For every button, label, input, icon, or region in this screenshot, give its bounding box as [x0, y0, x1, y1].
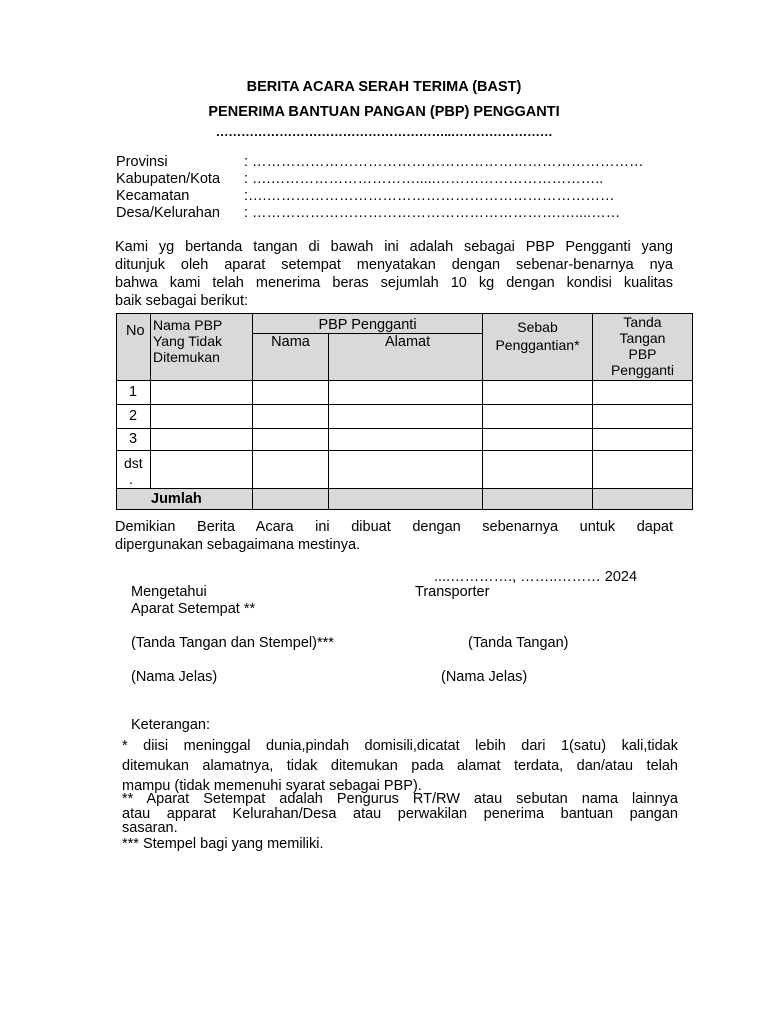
header-nama-pbp-line: Nama PBP — [153, 317, 223, 333]
table-row — [117, 451, 693, 489]
header-tanda-tangan — [593, 314, 693, 381]
intro-line: bahwa kami telah menerima beras sejumlah 10 kg dengan kondisi kualitas — [115, 275, 673, 291]
header-ttd-line: Tanda — [623, 314, 662, 330]
intro-line: baik sebagai berikut: — [115, 293, 248, 309]
note-3: *** Stempel bagi yang memiliki. — [122, 836, 324, 852]
note-1 — [122, 737, 678, 795]
table-row — [117, 429, 693, 451]
table-cell[interactable] — [151, 429, 253, 451]
field-value-provinsi: : ……………………………………………………………………… — [244, 154, 644, 170]
row-number: 3 — [117, 429, 151, 451]
table-total-row — [117, 489, 693, 510]
field-value-desa: : ……………………………………………………….…....…… — [244, 205, 621, 221]
field-label-desa: Desa/Kelurahan — [116, 205, 220, 221]
note-line: atau apparat Kelurahan/Desa atau perwakilan penerima bantuan pangan — [122, 806, 678, 822]
table-cell[interactable] — [329, 451, 483, 489]
sig-left-title: Mengetahui — [131, 584, 207, 600]
table-cell[interactable] — [483, 451, 593, 489]
header-nama: Nama — [253, 334, 329, 381]
table-cell[interactable] — [151, 405, 253, 429]
table-cell[interactable] — [483, 381, 593, 405]
header-no: No — [117, 314, 151, 381]
table-cell[interactable] — [151, 381, 253, 405]
closing-line: dipergunakan sebagaimana mestinya. — [115, 537, 361, 553]
sig-right-title: Transporter — [415, 584, 490, 600]
header-sebab-line: Penggantian* — [495, 337, 580, 353]
header-sebab-line: Sebab — [517, 319, 558, 335]
header-nama-pbp-line: Ditemukan — [153, 349, 220, 365]
note-line: mampu (tidak memenuhi syarat sebagai PBP). — [122, 778, 422, 794]
table-cell[interactable] — [253, 451, 329, 489]
field-label-kabupaten: Kabupaten/Kota — [116, 171, 221, 187]
table-cell[interactable] — [253, 381, 329, 405]
table-cell[interactable] — [593, 489, 693, 510]
closing-line: Demikian Berita Acara ini dibuat dengan sebenarnya untuk dapat — [115, 519, 673, 535]
intro-paragraph — [115, 238, 673, 310]
header-sebab — [483, 314, 593, 381]
table-cell[interactable] — [253, 489, 329, 510]
table-cell[interactable] — [593, 429, 693, 451]
closing-paragraph — [115, 518, 673, 554]
sig-right-sign: (Tanda Tangan) — [468, 635, 569, 651]
table-cell[interactable] — [151, 451, 253, 489]
table-row — [117, 381, 693, 405]
sig-right-name: (Nama Jelas) — [441, 669, 528, 685]
note-line: ditemukan alamatnya, tidak ditemukan pada alamat terdata, dan/atau telah — [122, 758, 678, 774]
table-cell[interactable] — [483, 405, 593, 429]
field-value-kecamatan: :….……………………………………………………………… — [244, 188, 615, 204]
doc-title-line2: PENERIMA BANTUAN PANGAN (PBP) PENGGANTI — [208, 104, 560, 120]
row-number — [117, 451, 151, 489]
signature-date: ....…………., ……..……… 2024 — [434, 569, 638, 585]
table-cell[interactable] — [329, 381, 483, 405]
note-line: ** Aparat Setempat adalah Pengurus RT/RW atau sebutan nama lainnya — [122, 791, 678, 807]
header-nama-pbp — [151, 314, 253, 381]
table-cell[interactable] — [593, 381, 693, 405]
note-line: sasaran. — [122, 820, 178, 836]
row-number: 2 — [117, 405, 151, 429]
table-row — [117, 405, 693, 429]
sig-left-sign: (Tanda Tangan dan Stempel)*** — [131, 635, 334, 651]
table-cell[interactable] — [329, 405, 483, 429]
sig-left-name: (Nama Jelas) — [131, 669, 218, 685]
table-cell[interactable] — [253, 405, 329, 429]
notes-heading: Keterangan: — [131, 717, 211, 733]
header-nama-pbp-line: Yang Tidak — [153, 333, 223, 349]
header-ttd-line: PBP — [628, 346, 657, 362]
note-2 — [122, 792, 678, 835]
table-cell[interactable] — [593, 451, 693, 489]
header-alamat: Alamat — [329, 334, 483, 381]
sig-left-role: Aparat Setempat ** — [131, 601, 256, 617]
table-cell[interactable] — [483, 429, 593, 451]
note-line: * diisi meninggal dunia,pindah domisili,dicatat lebih dari 1(satu) kali,tidak — [122, 738, 678, 754]
table-cell[interactable] — [483, 489, 593, 510]
table-header-row — [117, 314, 693, 334]
field-label-kecamatan: Kecamatan — [116, 188, 190, 204]
table-cell[interactable] — [253, 429, 329, 451]
table-cell[interactable] — [593, 405, 693, 429]
table-cell[interactable] — [329, 429, 483, 451]
row-number-line: dst — [124, 455, 143, 471]
recipient-table — [116, 313, 693, 510]
header-ttd-line: Pengganti — [610, 362, 675, 378]
total-label: Jumlah — [117, 489, 253, 510]
field-value-kabupaten: : ….………………………….....…………………………….. — [244, 171, 604, 187]
intro-line: Kami yg bertanda tangan di bawah ini adalah sebagai PBP Pengganti yang — [115, 239, 673, 255]
header-ttd-line: Tangan — [619, 330, 666, 346]
table-cell[interactable] — [329, 489, 483, 510]
field-label-provinsi: Provinsi — [116, 154, 168, 170]
doc-title-line1: BERITA ACARA SERAH TERIMA (BAST) — [246, 79, 522, 95]
doc-title-dots: ………………………………………………..…………………… — [215, 124, 553, 139]
intro-line: ditunjuk oleh aparat setempat menyatakan dengan sebenar-benarnya nya — [115, 257, 673, 273]
header-pbp-pengganti: PBP Pengganti — [253, 314, 483, 334]
row-number: 1 — [117, 381, 151, 405]
row-number-line: . — [129, 471, 133, 487]
